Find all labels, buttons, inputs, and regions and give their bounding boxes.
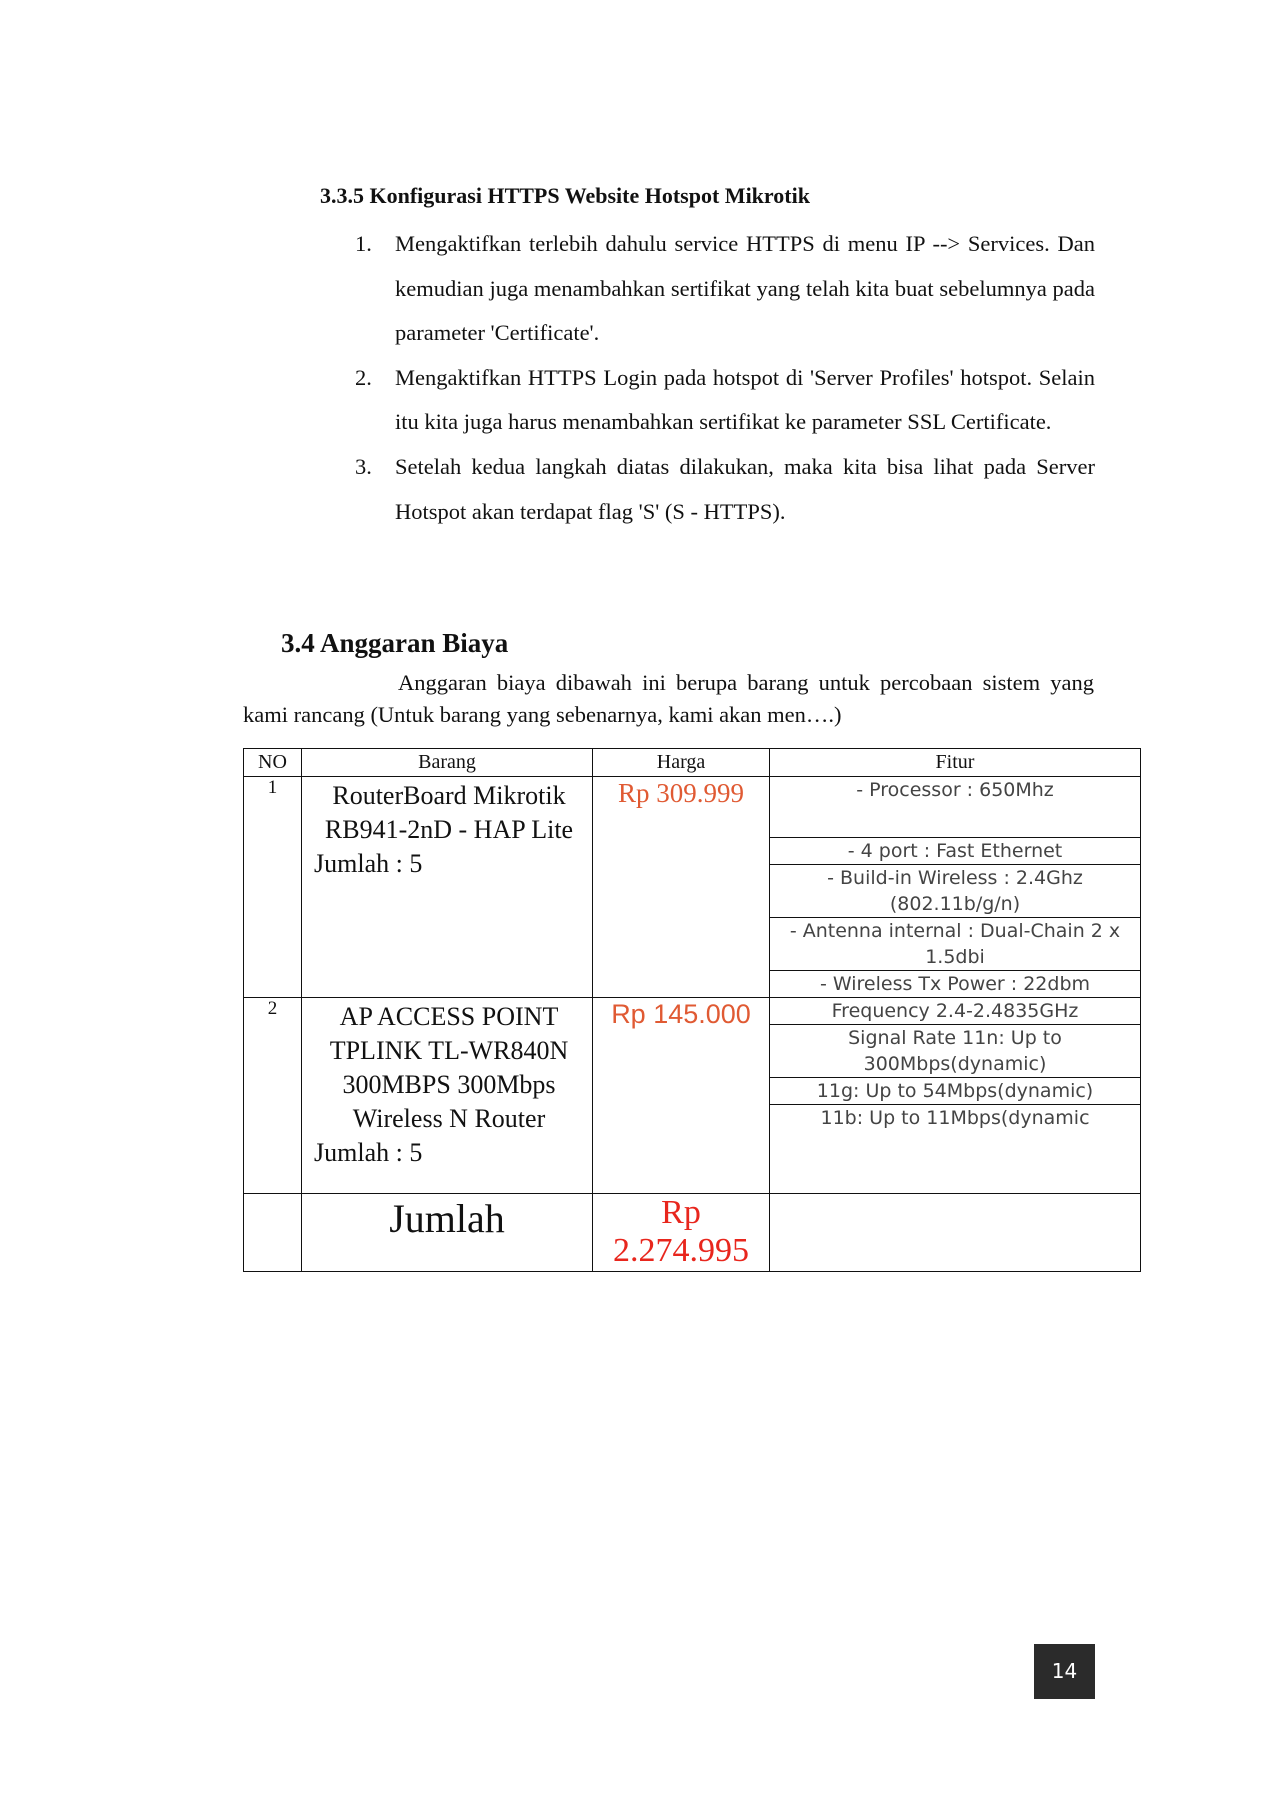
total-fitur-cell: [770, 1194, 1141, 1272]
total-row: [244, 1194, 1141, 1272]
step-number: 2.: [355, 364, 372, 390]
header-harga: Harga: [593, 749, 770, 777]
total-label: Jumlah: [302, 1194, 593, 1272]
table-row: [244, 777, 1141, 838]
feature-cell: Frequency 2.4-2.4835GHz: [770, 998, 1141, 1025]
item-barang: [302, 777, 593, 998]
feature-cell: - Wireless Tx Power : 22dbm: [770, 971, 1141, 998]
list-item: [355, 222, 1095, 356]
steps-list: [355, 222, 1095, 534]
total-price: Rp 2.274.995: [593, 1194, 770, 1272]
feature-cell: - Processor : 650Mhz: [770, 777, 1141, 838]
step-text: Mengaktifkan terlebih dahulu service HTTPS di menu IP --> Services. Dan kemudian juga menambahkan sertifikat yang telah kita buat sebelumnya pada parameter 'Certificate'.: [395, 231, 1095, 346]
item-no: 1: [244, 777, 302, 998]
page-number: 14: [1034, 1644, 1095, 1699]
item-barang: [302, 998, 593, 1194]
table-header-row: [244, 749, 1141, 777]
step-text: Setelah kedua langkah diatas dilakukan, maka kita bisa lihat pada Server Hotspot akan terdapat flag 'S' (S - HTTPS).: [395, 453, 1095, 524]
step-number: 1.: [355, 231, 372, 256]
item-name: RouterBoard Mikrotik RB941-2nD - HAP Lite: [324, 781, 574, 844]
header-fitur: Fitur: [770, 749, 1141, 777]
item-price: Rp 309.999: [593, 777, 770, 998]
item-qty: Jumlah : 5: [314, 1138, 423, 1167]
feature-cell: 11g: Up to 54Mbps(dynamic): [770, 1078, 1141, 1105]
total-no-cell: [244, 1194, 302, 1272]
item-no: 2: [244, 998, 302, 1194]
feature-cell: 11b: Up to 11Mbps(dynamic: [770, 1105, 1141, 1194]
item-price: Rp 145.000: [593, 998, 770, 1194]
item-name: AP ACCESS POINT TPLINK TL-WR840N 300MBPS 300Mbps Wireless N Router: [329, 1002, 569, 1133]
table-row: [244, 998, 1141, 1025]
feature-cell: - Build-in Wireless : 2.4Ghz (802.11b/g/n): [770, 865, 1141, 918]
section-3-3-5-title: 3.3.5 Konfigurasi HTTPS Website Hotspot Mikrotik: [320, 183, 810, 208]
list-item: [355, 445, 1095, 534]
step-text: Mengaktifkan HTTPS Login pada hotspot di 'Server Profiles' hotspot. Selain itu kita juga harus menambahkan sertifikat ke parameter SSL Certificate.: [395, 364, 1095, 435]
feature-cell: - 4 port : Fast Ethernet: [770, 838, 1141, 865]
intro-paragraph: Anggaran biaya dibawah ini berupa barang untuk percobaan sistem yang kami rancang (Untuk barang yang sebenarnya, kami akan men….): [243, 670, 1094, 727]
step-number: 3.: [355, 453, 372, 479]
feature-cell: - Antenna internal : Dual-Chain 2 x 1.5dbi: [770, 918, 1141, 971]
header-barang: Barang: [302, 749, 593, 777]
item-qty: Jumlah : 5: [314, 849, 423, 878]
feature-cell: Signal Rate 11n: Up to 300Mbps(dynamic): [770, 1025, 1141, 1078]
section-3-4-title: 3.4 Anggaran Biaya: [281, 628, 509, 658]
list-item: [355, 356, 1095, 445]
budget-table: [243, 748, 1141, 1272]
header-no: NO: [244, 749, 302, 777]
